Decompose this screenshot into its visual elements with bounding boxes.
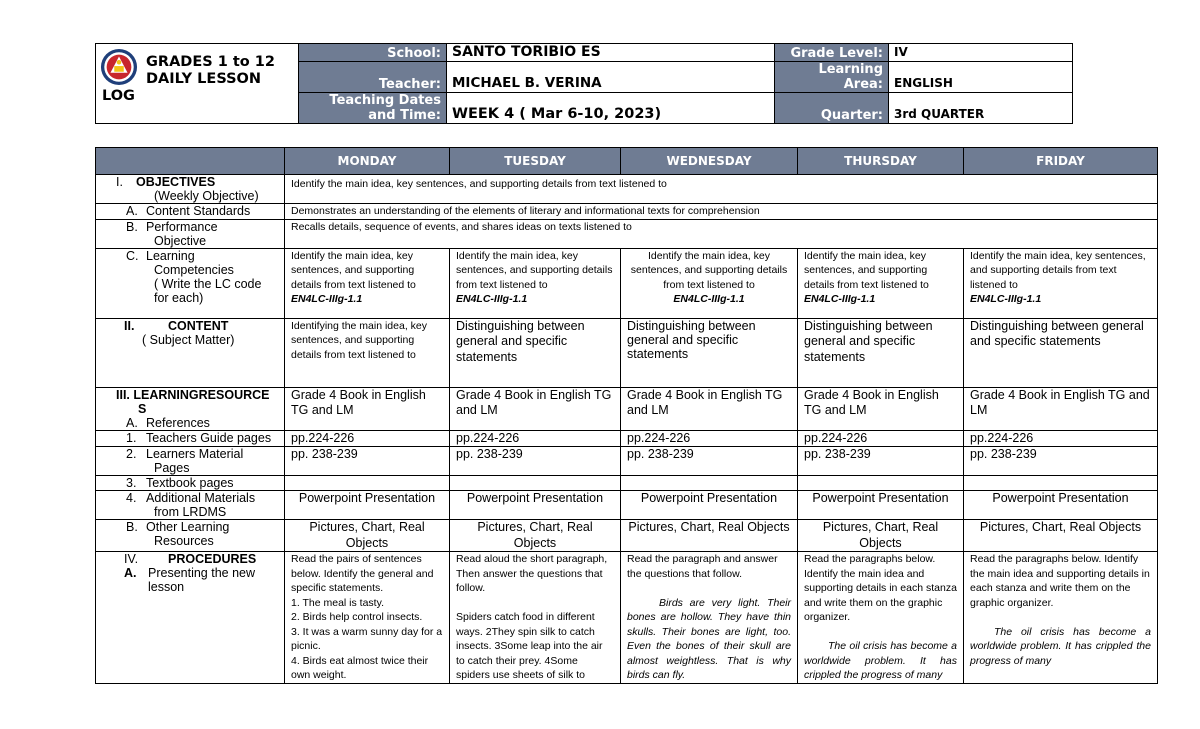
lm-tuesday: pp. 238-239 — [450, 447, 621, 476]
procedure-thursday: Read the paragraphs below. Identify the main idea and supporting details in each stanza and write them on the graphic organizer. The oil crisis has become a worldwide problem. It has crippled the progress of many — [798, 552, 964, 684]
learning-area-value: ENGLISH — [889, 62, 1073, 93]
day-friday: FRIDAY — [964, 148, 1158, 175]
resources-friday: Grade 4 Book in English TG and LM — [964, 387, 1158, 430]
logo-cell — [96, 44, 299, 124]
competency-monday: Identify the main idea, key sentences, and supporting details from text listened to EN4LC-IIIg-1.1 — [285, 248, 450, 318]
competency-tuesday: Identify the main idea, key sentences, and supporting details from text listened to EN4LC-IIIg-1.1 — [450, 248, 621, 318]
objectives-text: Identify the main idea, key sentences, and supporting details from text listened to — [285, 175, 1158, 204]
teachers-guide-label: 1. Teachers Guide pages — [96, 430, 285, 447]
procedure-tuesday: Read aloud the short paragraph, Then answer the questions that follow. Spiders catch food in different ways. 2They spin silk to catch insects. 3Some leap into the air to catch their prey. 4Some spiders use sheets of silk to — [450, 552, 621, 684]
teacher-label: Teacher: — [299, 62, 447, 93]
day-tuesday: TUESDAY — [450, 148, 621, 175]
tg-thursday: pp.224-226 — [798, 430, 964, 447]
olr-wednesday: Pictures, Chart, Real Objects — [621, 520, 798, 552]
content-friday: Distinguishing between general and specific statements — [964, 318, 1158, 387]
resources-wednesday: Grade 4 Book in English TG and LM — [621, 387, 798, 430]
am-monday: Powerpoint Presentation — [285, 491, 450, 520]
textbook-row — [96, 476, 1158, 491]
procedure-friday: Read the paragraphs below. Identify the main idea and supporting details in each stanza and write them on the graphic organizer. The oil crisis has become a worldwide problem. It has crippled the progress of many — [964, 552, 1158, 684]
deped-seal-icon — [100, 48, 138, 86]
olr-thursday: Pictures, Chart, Real Objects — [798, 520, 964, 552]
competencies-label: C. Learning Competencies ( Write the LC code for each) — [96, 248, 285, 318]
competency-friday: Identify the main idea, key sentences, and supporting details from text listened to EN4LC-IIIg-1.1 — [964, 248, 1158, 318]
textbook-label: 3. Textbook pages — [96, 476, 285, 491]
competency-thursday: Identify the main idea, key sentences, and supporting details from text listened to EN4LC-IIIg-1.1 — [798, 248, 964, 318]
lm-thursday: pp. 238-239 — [798, 447, 964, 476]
day-monday: MONDAY — [285, 148, 450, 175]
header-table — [95, 43, 1073, 124]
tg-friday: pp.224-226 — [964, 430, 1158, 447]
tb-thursday — [798, 476, 964, 491]
grade-level-value: IV — [889, 44, 1073, 62]
other-resources-row — [96, 520, 1158, 552]
teaching-dates-value: WEEK 4 ( Mar 6-10, 2023) — [447, 93, 775, 124]
procedures-label: IV. PROCEDURES A. Presenting the new lesson — [96, 552, 285, 684]
tb-monday — [285, 476, 450, 491]
day-header-row — [96, 148, 1158, 175]
competency-wednesday: Identify the main idea, key sentences, and supporting details from text listened to EN4LC-IIIg-1.1 — [621, 248, 798, 318]
tb-tuesday — [450, 476, 621, 491]
am-tuesday: Powerpoint Presentation — [450, 491, 621, 520]
learning-area-label: Learning Area: — [775, 62, 889, 93]
teacher-value: MICHAEL B. VERINA — [447, 62, 775, 93]
teaching-dates-label: Teaching Dates and Time: — [299, 93, 447, 124]
content-row — [96, 318, 1158, 387]
school-value: SANTO TORIBIO ES — [447, 44, 775, 62]
content-thursday: Distinguishing between general and specific statements — [798, 318, 964, 387]
tb-friday — [964, 476, 1158, 491]
tg-tuesday: pp.224-226 — [450, 430, 621, 447]
lesson-table — [95, 147, 1158, 684]
learners-material-label: 2. Learners Material Pages — [96, 447, 285, 476]
olr-monday: Pictures, Chart, Real Objects — [285, 520, 450, 552]
procedure-monday: Read the pairs of sentences below. Identify the general and specific statements. 1. The meal is tasty. 2. Birds help control insects. 3. It was a warm sunny day for a picnic. 4. Birds eat almost twice their own weight. — [285, 552, 450, 684]
dll-title: GRADES 1 to 12 DAILY LESSON — [146, 54, 275, 87]
performance-text: Recalls details, sequence of events, and shares ideas on texts listened to — [285, 219, 1158, 248]
resources-monday: Grade 4 Book in English TG and LM — [285, 387, 450, 430]
tb-wednesday — [621, 476, 798, 491]
corner-cell — [96, 148, 285, 175]
content-standards-label: A. Content Standards — [96, 204, 285, 220]
tg-monday: pp.224-226 — [285, 430, 450, 447]
content-standards-text: Demonstrates an understanding of the elements of literary and informational texts for comprehension — [285, 204, 1158, 220]
content-label: II. CONTENT ( Subject Matter) — [96, 318, 285, 387]
lm-wednesday: pp. 238-239 — [621, 447, 798, 476]
grade-level-label: Grade Level: — [775, 44, 889, 62]
content-standards-row — [96, 204, 1158, 220]
teachers-guide-row — [96, 430, 1158, 447]
procedure-wednesday: Read the paragraph and answer the questions that follow. Birds are very light. Their bones are hollow. They have thin skulls. Their bones are light, too. Even the bones of their skull are almost weightless. That is why birds can fly. — [621, 552, 798, 684]
competencies-row — [96, 248, 1158, 318]
day-wednesday: WEDNESDAY — [621, 148, 798, 175]
learners-material-row — [96, 447, 1158, 476]
other-resources-label: B. Other Learning Resources — [96, 520, 285, 552]
content-tuesday: Distinguishing between general and specific statements — [450, 318, 621, 387]
objectives-label: I. OBJECTIVES (Weekly Objective) — [96, 175, 285, 204]
additional-materials-label: 4. Additional Materials from LRDMS — [96, 491, 285, 520]
am-thursday: Powerpoint Presentation — [798, 491, 964, 520]
resources-label: III. LEARNINGRESOURCE S A. References — [96, 387, 285, 430]
performance-row — [96, 219, 1158, 248]
dll-title-log: LOG — [102, 88, 135, 104]
school-label: School: — [299, 44, 447, 62]
procedures-row — [96, 552, 1158, 684]
quarter-label: Quarter: — [775, 93, 889, 124]
quarter-value: 3rd QUARTER — [889, 93, 1073, 124]
content-wednesday: Distinguishing between general and specific statements — [621, 318, 798, 387]
olr-tuesday: Pictures, Chart, Real Objects — [450, 520, 621, 552]
objectives-row — [96, 175, 1158, 204]
resources-row — [96, 387, 1158, 430]
olr-friday: Pictures, Chart, Real Objects — [964, 520, 1158, 552]
lm-monday: pp. 238-239 — [285, 447, 450, 476]
am-wednesday: Powerpoint Presentation — [621, 491, 798, 520]
resources-tuesday: Grade 4 Book in English TG and LM — [450, 387, 621, 430]
content-monday: Identifying the main idea, key sentences, and supporting details from text listened to — [285, 318, 450, 387]
resources-thursday: Grade 4 Book in English TG and LM — [798, 387, 964, 430]
tg-wednesday: pp.224-226 — [621, 430, 798, 447]
performance-label: B. Performance Objective — [96, 219, 285, 248]
am-friday: Powerpoint Presentation — [964, 491, 1158, 520]
additional-materials-row — [96, 491, 1158, 520]
day-thursday: THURSDAY — [798, 148, 964, 175]
lm-friday: pp. 238-239 — [964, 447, 1158, 476]
